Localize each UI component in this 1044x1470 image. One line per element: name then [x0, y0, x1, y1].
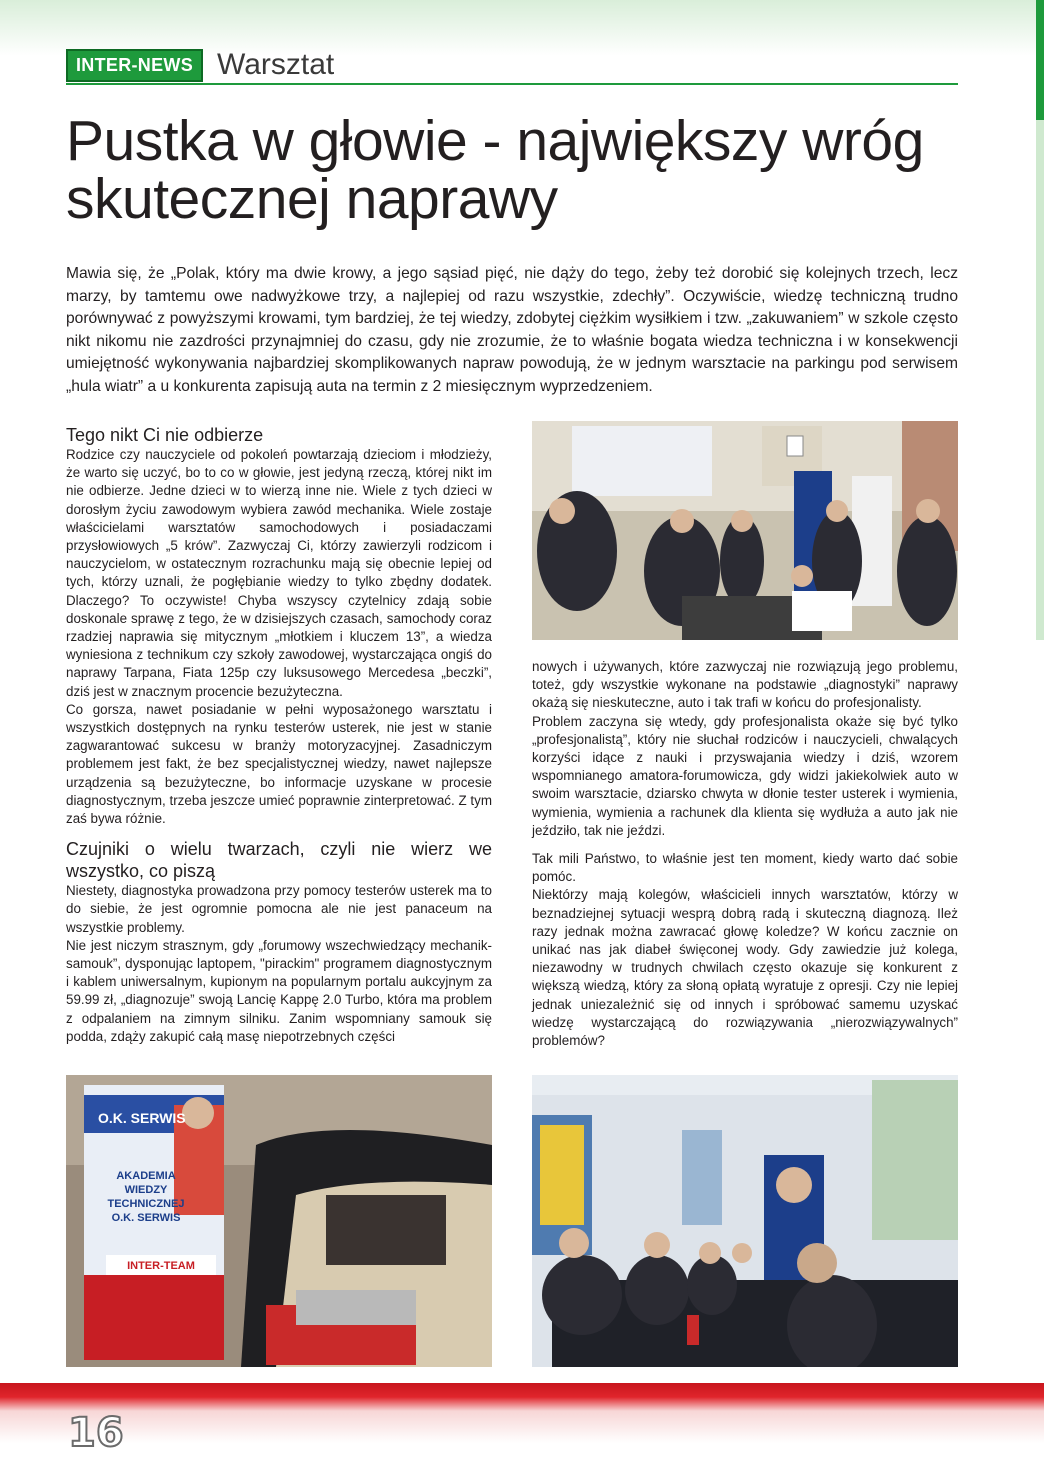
photo-banner-car	[66, 1075, 492, 1367]
section-name: Warsztat	[217, 48, 335, 81]
side-tab-light	[1036, 120, 1044, 640]
right-column	[532, 658, 958, 1050]
banner-brand: O.K. SERWIS	[98, 1110, 186, 1126]
subheading-2: Czujniki o wielu twarzach, czyli nie wierz we wszystko, co piszą	[66, 839, 492, 882]
section-badge: INTER-NEWS	[66, 49, 203, 82]
left-column	[66, 424, 492, 1046]
header-rule	[66, 83, 958, 85]
photo-meeting-room	[532, 1075, 958, 1367]
paragraph: Tak mili Państwo, to właśnie jest ten moment, kiedy warto dać sobie pomóc.	[532, 851, 958, 885]
header-row	[66, 50, 334, 80]
banner-line: WIEDZY	[124, 1184, 168, 1196]
paragraph: nowych i używanych, które zazwyczaj nie rozwiązują jego problemu, toteż, gdy wszystkie wykonane na podstawie „diagnostyki” naprawy okażą się nieskuteczne, auto i tak trafi w końcu do profesjonalisty.	[532, 659, 958, 711]
paragraph: Niestety, diagnostyka prowadzona przy pomocy testerów usterek ma to do siebie, że jest ogromnie pomocna ale nie jest panaceum na wszystkie problemy.	[66, 883, 492, 935]
paragraph: Co gorsza, nawet posiadanie w pełni wyposażonego warsztatu i wszystkich dostępnych na rynku testerów usterek, nie jest w stanie zagwarantować sukcesu w branży motoryzacyjnej. Zasadniczym problemem jest fakt, że bez specjalistycznej wiedzy, nawet najlepsze urządzenia są bezużyteczne, bo informacje uzyskane w procesie diagnostycznym, trzeba jeszcze umieć poprawnie zinterpretować. Z tym zaś bywa różnie.	[66, 701, 492, 827]
paragraph: Nie jest niczym strasznym, gdy „forumowy wszechwiedzący mechanik-samouk”, dysponując laptopem, "pirackim" programem diagnostycznym i kablem uniwersalnym, kupionym na popularnym portalu aukcyjnym za 59.99 zł, „diagnozuje” swoją Lancię Kappę 2.0 Turbo, która ma problem z odpalaniem na zimnym silniku. Zanim wspomniany samouk się podda, zdąży zakupić całą masę niepotrzebnych części	[66, 937, 492, 1044]
subheading-1: Tego nikt Ci nie odbierze	[66, 425, 264, 445]
banner-line: AKADEMIA	[116, 1170, 176, 1182]
article-title: Pustka w głowie - największy wróg skutecznej naprawy	[66, 109, 924, 231]
article-lead: Mawia się, że „Polak, który ma dwie krowy, a jego sąsiad pięć, nie dąży do tego, żeby też dorobić się kolejnych trzech, lecz marzy, by tamtemu owe nadwyżkowe trzy, a najlepiej od razu wszystkie, zdechły”. Oczywiście, wiedzę techniczną trudno porównywać z powyższymi krowami, tym bardziej, że tej wiedzy, zdobytej ciężkim wysiłkiem i tzw. „zakuwaniem” w szkole często nikt nikomu nie zazdrości przynajmniej do czasu, gdy nie zrozumie, że to właśnie bogata wiedza techniczna i w konsekwencji umiejętność wykonywania najbardziej skomplikowanych napraw powodują, że w jednym warsztacie na parkingu pod serwisem „hula wiatr” a u konkurenta zapisują auta na termin z 2 miesięcznym wyprzedzeniem.	[66, 265, 958, 395]
footer-band	[0, 1383, 1044, 1470]
photo-training-room	[532, 421, 958, 640]
paragraph: Niektórzy mają kolegów, właścicieli innych warsztatów, którzy w beznadziejnej sytuacji wesprą dobrą radą i skuteczną diagnozą. Ileż razy jednak można zawracać głowę koledze? W końcu zacznie on unikać nas jak diabeł święconej wody. Gdy zawiedzie już kolega, niezawodny w trudnych chwilach często okazuje się konkurent z większą wiedzą, który za słoną opłatą wyratuje z opresji. Czy nie lepiej jednak uniezależnić się od innych i spróbować samemu uzyskać wiedzę wystarczającą do rozwiązywania „nierozwiązywalnych” problemów?	[532, 887, 958, 1049]
banner-line: TECHNICZNEJ	[107, 1198, 185, 1210]
side-tab	[1036, 0, 1044, 120]
banner-line: O.K. SERWIS	[111, 1212, 181, 1224]
banner-sponsor: INTER-TEAM	[127, 1260, 195, 1272]
paragraph: Rodzice czy nauczyciele od pokoleń powtarzają dzieciom i młodzieży, że warto się uczyć, bo to co w głowie, jest jedyną rzeczą, której nikt im nie odbierze. Jedne dzieci w to wierzą inne nie. Wiele z tych dzieci w dorosłym życiu zawodowym wybiera zawód mechanika. Wiele zostaje właścicielami warsztatów samochodowych i posiadaczami przysłowiowych „5 krów”. Zazwyczaj Ci, którzy zawierzyli rodzicom i nauczycielom, w ostatecznym rozrachunku mają się obecnie lepiej od tych, którzy uznali, że pogłębianie wiedzy to tylko zbędny dodatek. Dlaczego? To oczywiste! Chyba wszyscy czytelnicy zdają sobie doskonale sprawę z tego, że w dzisiejszych czasach, samochody coraz rzadziej naprawia się mitycznym „młotkiem i kluczem 13”, a wiedza wyniesiona z technikum czy szkoły zawodowej, wystarczająca ongiś do naprawy Tarpana, Fiata 125p czy luksusowego Mercedesa „beczki”, dziś jest w znacznym procencie bezużyteczna.	[66, 447, 492, 699]
paragraph: Problem zaczyna się wtedy, gdy profesjonalista okaże się być tylko „profesjonalistą”, który nie słuchał rodziców i nauczycieli, chwalących korzyści idące z nauki i przyswajania wiedzy i dziś, wzorem wspomnianego amatora-forumowicza, gdy widzi jakiekolwiek auto w swoim warsztacie, dziarsko chwyta w dłonie tester usterek i wymienia, wymienia, wymienia a rachunek dla klienta się wydłuża a auto jak nie jeździło, tak nie jeździ.	[532, 713, 958, 838]
page-number: 16	[68, 1410, 124, 1456]
